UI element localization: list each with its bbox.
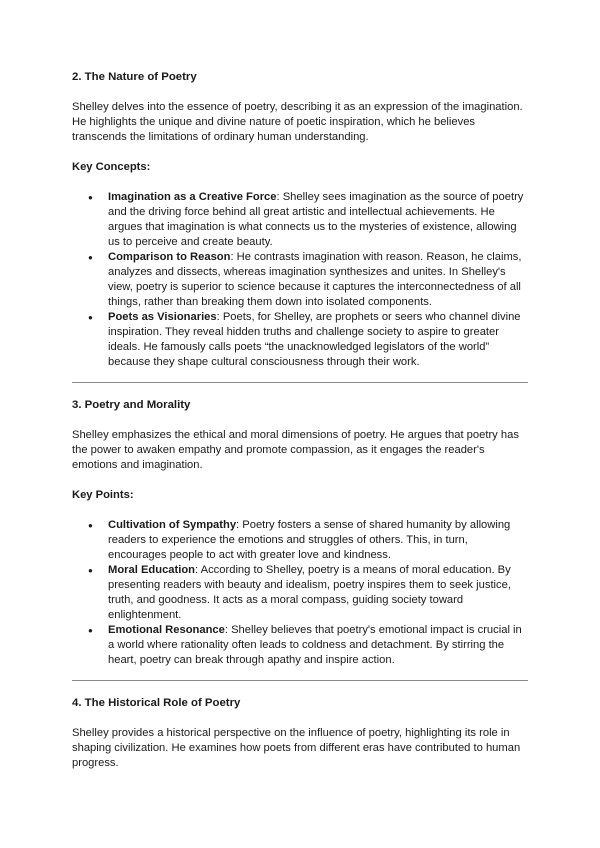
list-item: [72, 563, 528, 623]
list-item: [72, 518, 528, 563]
list-item: [72, 623, 528, 668]
list-item-term: Imagination as a Creative Force: [108, 191, 277, 203]
document-page: [72, 70, 528, 771]
list-item-term: Comparison to Reason: [108, 251, 231, 263]
list-item-term: Moral Education: [108, 564, 196, 576]
list-item-text: : Poetry fosters a sense of shared humanity by allowing readers to experience the emotions and struggles of others. This, in turn, encourages people to act with greater love and kindness.: [108, 519, 511, 561]
section-2-list: [72, 190, 528, 370]
list-item: [72, 250, 528, 310]
list-item: [72, 310, 528, 370]
section-3-list: [72, 518, 528, 668]
section-2-subheading: Key Concepts:: [72, 161, 151, 173]
section-4-intro: Shelley provides a historical perspective on the influence of poetry, highlighting its role in shaping civilization. He examines how poets from different eras have contributed to human progress.: [72, 727, 521, 769]
list-item-text: : Shelley sees imagination as the source of poetry and the driving force behind all great artistic and intellectual achievements. He argues that imagination is what connects us to the mysteries of existence, allowing us to perceive and create beauty.: [108, 191, 524, 248]
list-item-text: : Poets, for Shelley, are prophets or seers who channel divine inspiration. They reveal hidden truths and challenge society to aspire to greater ideals. He famously calls poets “the unacknowledged legislators of the world” because they shape cultural consciousness through their work.: [108, 311, 521, 368]
list-item-text: : He contrasts imagination with reason. Reason, he claims, analyzes and dissects, whereas imagination synthesizes and unites. In Shelley's view, poetry is superior to science because it captures the interconnectedness of all things, rather than breaking them down into isolated components.: [108, 251, 522, 308]
section-4-heading: 4. The Historical Role of Poetry: [72, 697, 241, 709]
list-item-text: : According to Shelley, poetry is a means of moral education. By presenting readers with beauty and idealism, poetry inspires them to seek justice, truth, and goodness. It acts as a moral compass, guiding society toward enlightenment.: [108, 564, 511, 621]
list-item-term: Emotional Resonance: [108, 624, 225, 636]
list-item-term: Poets as Visionaries: [108, 311, 217, 323]
section-3-subheading: Key Points:: [72, 489, 134, 501]
list-item-text: : Shelley believes that poetry's emotional impact is crucial in a world where rationality often leads to coldness and detachment. By stirring the heart, poetry can break through apathy and inspire action.: [108, 624, 522, 666]
section-3-heading: 3. Poetry and Morality: [72, 399, 191, 411]
section-2-intro: Shelley delves into the essence of poetry, describing it as an expression of the imagination. He highlights the unique and divine nature of poetic inspiration, which he believes transcends the limitations of ordinary human understanding.: [72, 101, 523, 143]
section-3-intro: Shelley emphasizes the ethical and moral dimensions of poetry. He argues that poetry has the power to awaken empathy and promote compassion, as it engages the reader's emotions and imagination.: [72, 429, 519, 471]
list-item: [72, 190, 528, 250]
list-item-term: Cultivation of Sympathy: [108, 519, 237, 531]
section-2-heading: 2. The Nature of Poetry: [72, 71, 197, 83]
